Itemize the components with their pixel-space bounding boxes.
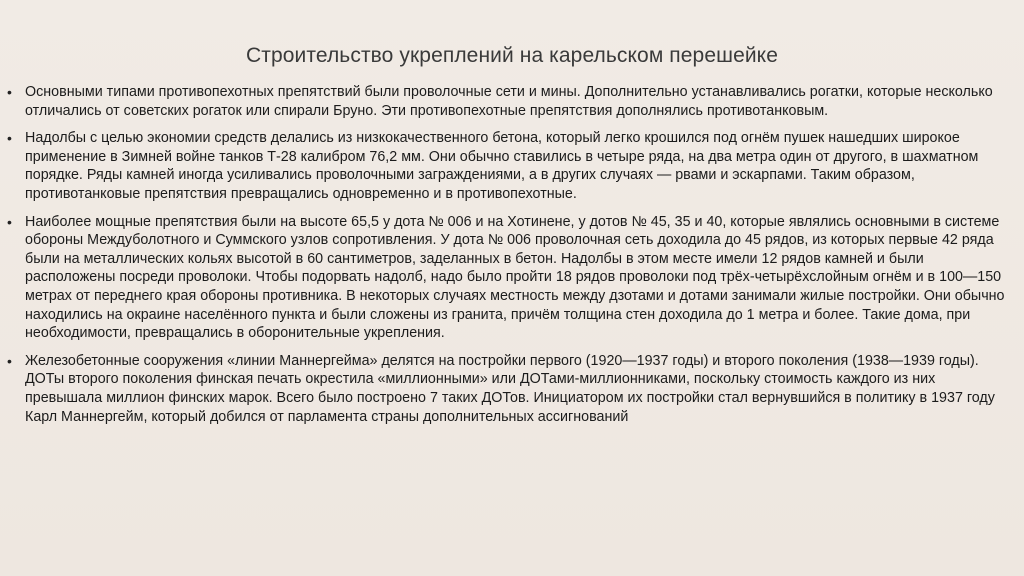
bullet-text: Надолбы с целью экономии средств делались из низкокачественного бетона, который легко крошился под огнём пушек нашедших широкое применение в Зимней войне танков Т-28 калибром 76,2 мм. Они обычно ставились в четыре ряда, на два метра один от другого, в шахматном порядке. Ряды камней иногда усиливались проволочными заграждениями, а в других случаях — рвами и эскарпами. Таким образом, противотанковые препятствия превращались одновременно и в противопехотные. [25,130,979,202]
bullet-text: Наиболее мощные препятствия были на высоте 65,5 у дота № 006 и на Хотинене, у дотов № 45, 35 и 40, которые являлись основными в системе обороны Междуболотного и Суммского узлов сопротивления. У дота № 006 проволочная сеть доходила до 45 рядов, из которых первые 42 ряда были на металлических кольях высотой в 60 сантиметров, заделанных в бетон. Надолбы в этом месте имели 12 рядов камней и были расположены посреди проволоки. Чтобы подорвать надолб, надо было пройти 18 рядов проволоки под трёх-четырёхслойным огнём и в 100—150 метрах от переднего края обороны противника. В некоторых случаях местность между дзотами и дотами занимали жилые постройки. Они обычно находились на окраине населённого пункта и были сложены из гранита, причём толщина стен доходила до 1 метра и более. Такие дома, при необходимости, превращались в оборонительные укрепления. [25,213,1005,342]
list-item [6,213,1014,343]
bullet-text: Основными типами противопехотных препятствий были проволочные сети и мины. Дополнительно устанавливались рогатки, которые несколько отличались от советских рогаток или спирали Бруно. Эти противопехотные препятствия дополнялись противотанковым. [25,84,993,119]
bullet-dot-icon: • [7,130,12,147]
bullet-text: Железобетонные сооружения «линии Маннергейма» делятся на постройки первого (1920—1937 годы) и второго поколения (1938—1939 годы). ДОТы второго поколения финская печать окрестила «миллионными» или ДОТами-миллионниками, поскольку стоимость каждого из них превышала миллион финских марок. Всего было построено 7 таких ДОТов. Инициатором их постройки стал вернувшийся в политику в 1937 году Карл Маннергейм, который добился от парламента страны дополнительных ассигнований [25,352,995,425]
list-item [6,129,1014,203]
list-item [6,83,1014,120]
bullet-list [6,83,1014,435]
bullet-dot-icon: • [7,84,12,100]
bullet-dot-icon: • [7,352,12,369]
bullet-dot-icon: • [7,213,12,230]
list-item [6,352,1014,426]
slide-title: Строительство укреплений на карельском перешейке [246,44,778,67]
